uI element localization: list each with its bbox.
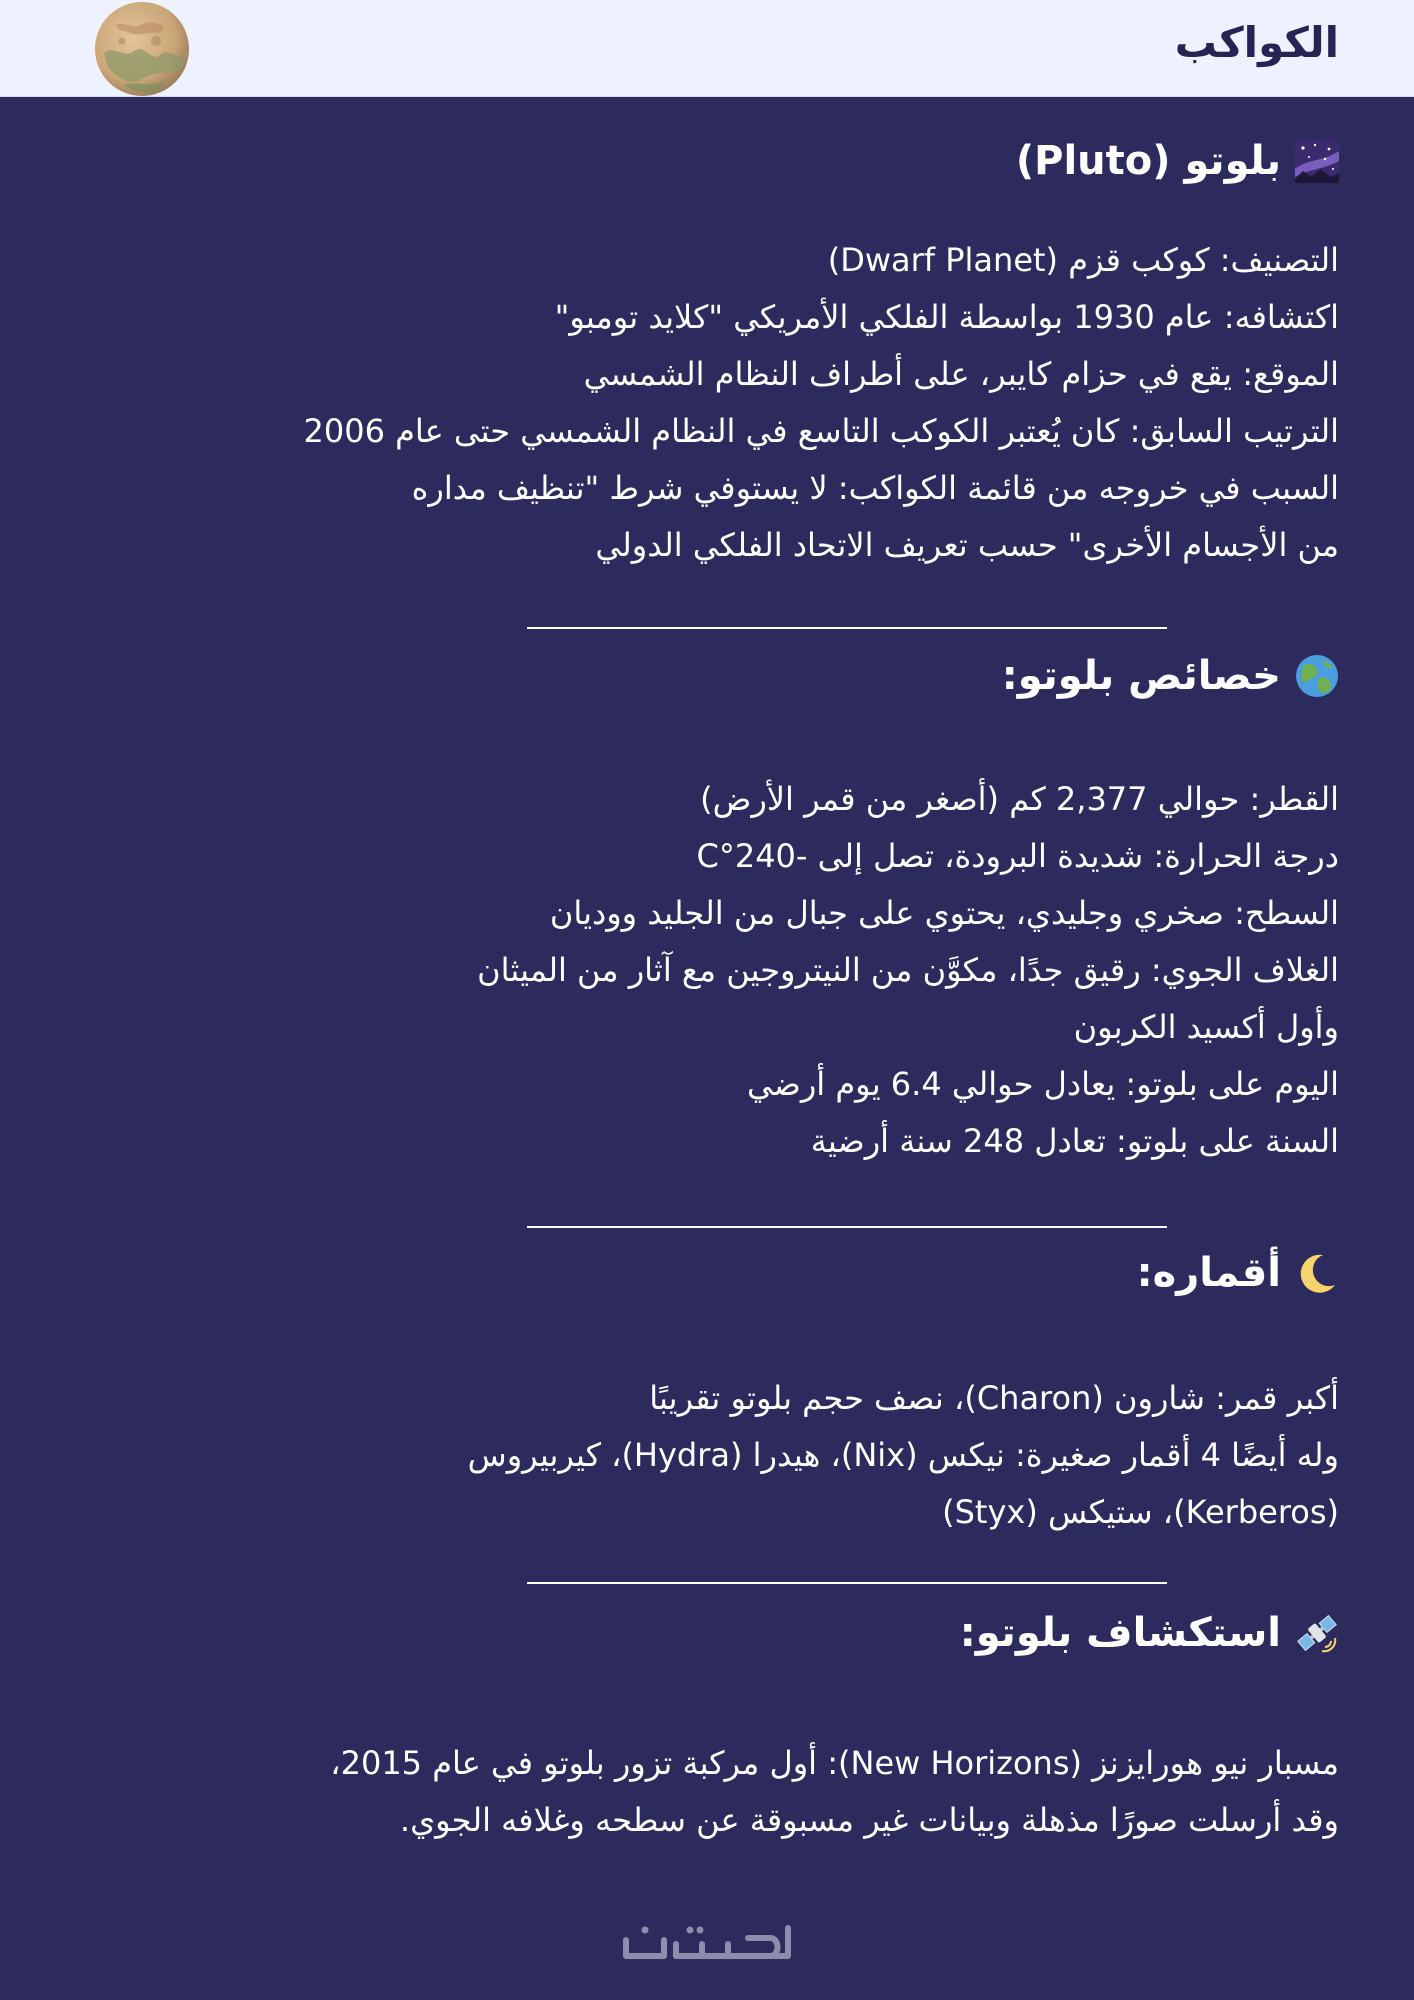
characteristic-temperature: درجة الحرارة: شديدة البرودة، تصل إلى -240°C (696, 837, 1339, 875)
intro-previous-rank: الترتيب السابق: كان يُعتبر الكوكب التاسع في النظام الشمسي حتى عام 2006 (303, 412, 1339, 450)
characteristic-atmosphere-cont: وأول أكسيد الكربون (1073, 1008, 1339, 1046)
section-heading-text: استكشاف بلوتو: (959, 1610, 1281, 1656)
section-heading-text: أقماره: (1136, 1250, 1281, 1296)
section-heading-moons (1137, 1249, 1339, 1297)
characteristic-year: السنة على بلوتو: تعادل 248 سنة أرضية (810, 1122, 1339, 1160)
page-title: الكواكب (1174, 18, 1339, 67)
intro-discovery: اكتشافه: عام 1930 بواسطة الفلكي الأمريكي "كلايد تومبو" (554, 298, 1339, 336)
exploration-new-horizons-cont: وقد أرسلت صورًا مذهلة وبيانات غير مسبوقة عن سطحه وغلافه الجوي. (399, 1801, 1339, 1839)
characteristic-diameter: القطر: حوالي 2,377 كم (أصغر من قمر الأرض) (700, 780, 1339, 818)
divider (527, 627, 1167, 629)
planet-mars-icon (94, 1, 190, 97)
moon-small-moons: وله أيضًا 4 أقمار صغيرة: نيكس (Nix)، هيدرا (Hydra)، كيربيروس (467, 1436, 1339, 1474)
section-heading-text: خصائص بلوتو: (1001, 653, 1281, 699)
satellite-icon (1295, 1611, 1339, 1655)
section-heading-characteristics (1002, 652, 1339, 700)
intro-reason-cont: من الأجسام الأخرى" حسب تعريف الاتحاد الفلكي الدولي (595, 526, 1339, 564)
article-title-text: بلوتو (Pluto) (1015, 138, 1281, 184)
divider (527, 1226, 1167, 1228)
intro-classification: التصنيف: كوكب قزم (Dwarf Planet) (827, 241, 1339, 279)
moon-charon: أكبر قمر: شارون (Charon)، نصف حجم بلوتو تقريبًا (649, 1379, 1339, 1417)
divider (527, 1582, 1167, 1584)
section-heading-exploration (960, 1609, 1339, 1657)
characteristic-atmosphere: الغلاف الجوي: رقيق جدًا، مكوَّن من النيتروجين مع آثار من الميثان (477, 951, 1339, 989)
exploration-new-horizons: مسبار نيو هورايزنز (New Horizons): أول مركبة تزور بلوتو في عام 2015، (330, 1744, 1339, 1782)
top-header (0, 0, 1414, 97)
intro-location: الموقع: يقع في حزام كايبر، على أطراف النظام الشمسي (583, 355, 1339, 393)
characteristic-day: اليوم على بلوتو: يعادل حوالي 6.4 يوم أرضي (747, 1065, 1339, 1103)
watermark-logo (620, 1918, 795, 1968)
article-title (1016, 137, 1339, 185)
moon-small-moons-cont: (Kerberos)، ستيكس (Styx) (942, 1493, 1339, 1531)
intro-reason: السبب في خروجه من قائمة الكواكب: لا يستوفي شرط "تنظيف مداره (411, 469, 1339, 507)
characteristic-surface: السطح: صخري وجليدي، يحتوي على جبال من الجليد ووديان (549, 894, 1339, 932)
crescent-moon-icon (1295, 1251, 1339, 1295)
globe-icon (1295, 654, 1339, 698)
milky-way-icon (1295, 139, 1339, 183)
